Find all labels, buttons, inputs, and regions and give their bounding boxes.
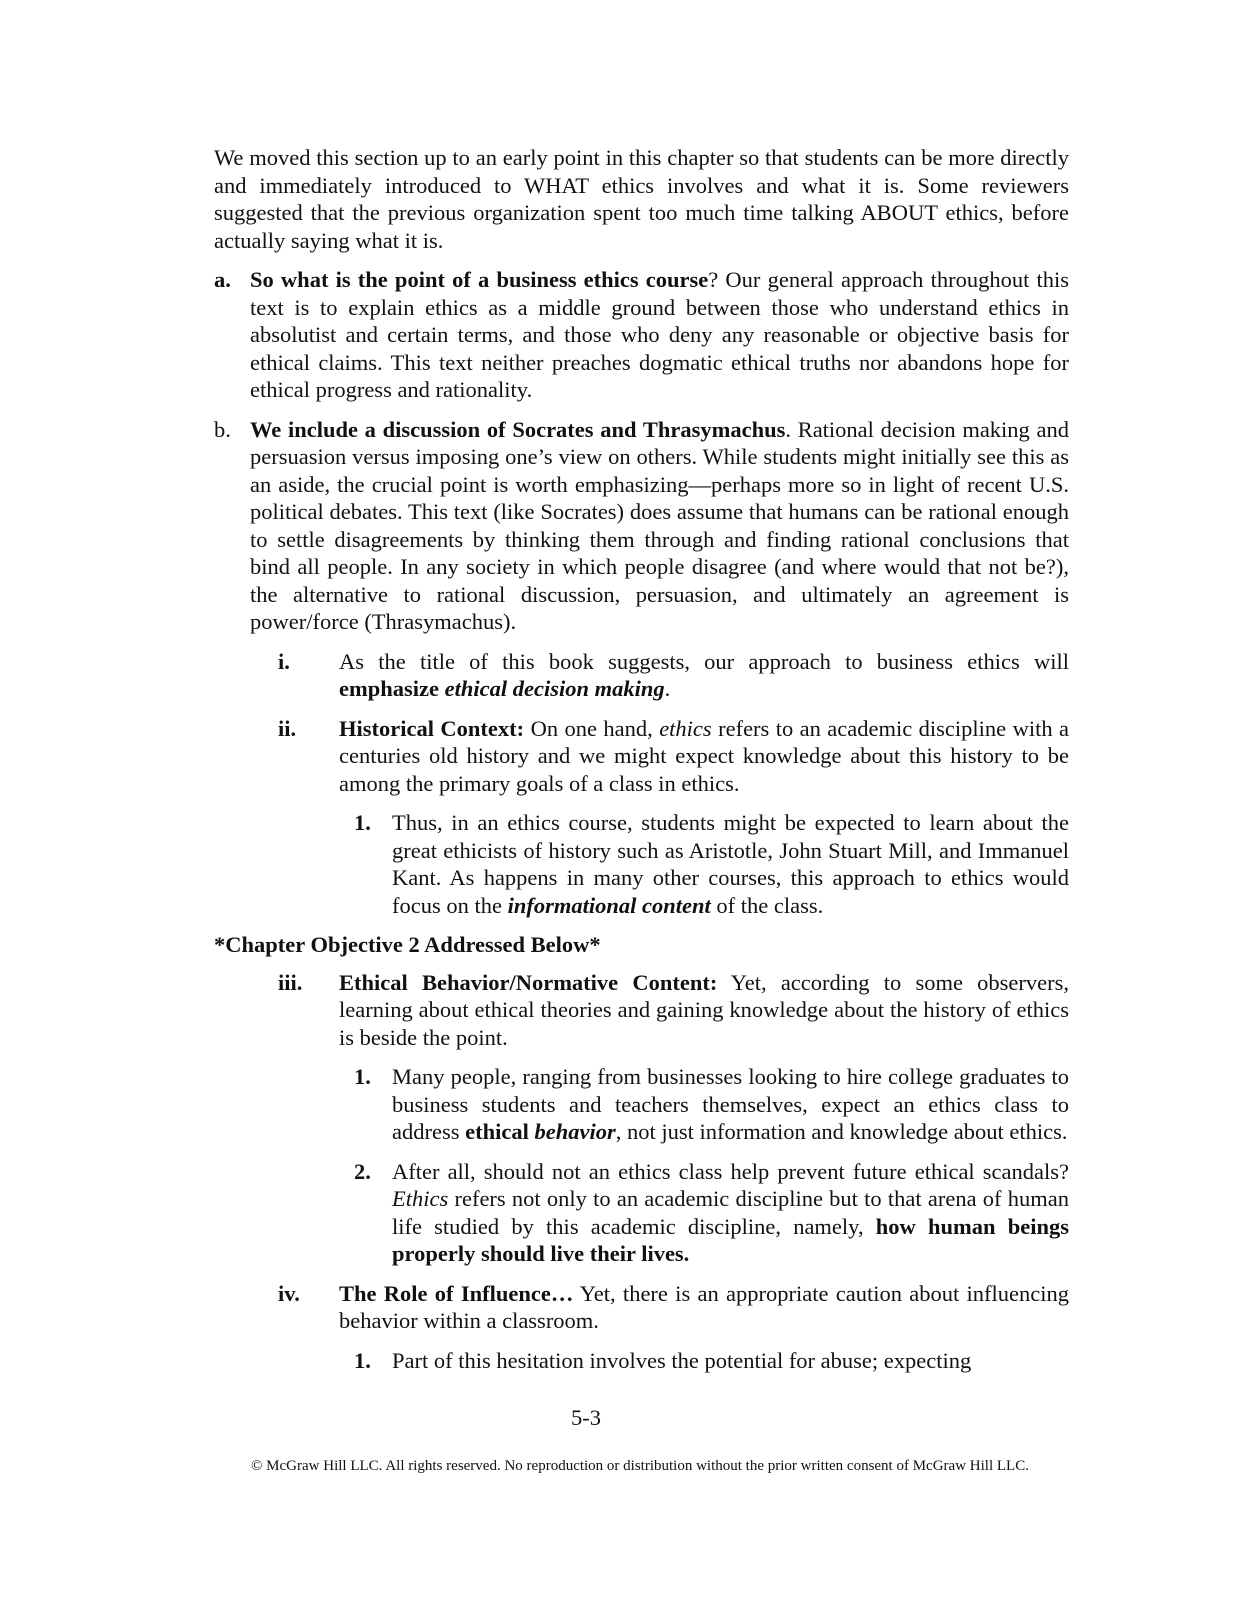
- list-marker: 1.: [354, 810, 371, 835]
- list-item-content: After all, should not an ethics class help prevent future ethical scandals? Ethics refers not only to an academic discipline but to that arena of human life studied by this academic discipline, namely, how human beings properly should live their lives.: [392, 1158, 1069, 1266]
- bold-lead: So what is the point of a business ethics course: [250, 267, 709, 292]
- copyright-footer: © McGraw Hill LLC. All rights reserved. No reproduction or distribution without the prior written consent of McGraw Hill LLC.: [251, 1458, 1029, 1474]
- list-item-content: So what is the point of a business ethics course? Our general approach throughout this text is to explain ethics as a middle ground between those who understand ethics in absolutist and certain terms, and those who deny any reasonable or objective basis for ethical claims. This text neither preaches dogmatic ethical truths nor abandons hope for ethical progress and rationality.: [250, 267, 1069, 402]
- list-item-iii: [278, 969, 1069, 1052]
- list-marker: iv.: [278, 1280, 300, 1306]
- list-item-content: Thus, in an ethics course, students might be expected to learn about the great ethicists of history such as Aristotle, John Stuart Mill, and Immanuel Kant. As happens in many other courses, this approach to ethics would focus on the informational content of the class.: [392, 810, 1069, 918]
- list-item-iii-1: [354, 1063, 1069, 1146]
- list-item-content: Ethical Behavior/Normative Content: Yet, according to some observers, learning about ethical theories and gaining knowledge about the history of ethics is beside the point.: [339, 969, 1069, 1050]
- list-item-content: Part of this hesitation involves the potential for abuse; expecting: [392, 1347, 972, 1373]
- bold-lead: The Role of Influence…: [339, 1280, 574, 1306]
- list-item-b: [214, 416, 1069, 636]
- list-item-i: [278, 648, 1069, 703]
- bold-lead: Ethical Behavior/Normative Content:: [339, 969, 718, 995]
- list-marker: i.: [278, 648, 290, 674]
- list-item-content: We include a discussion of Socrates and Thrasymachus. Rational decision making and persuasion versus imposing one’s view on others. While students might initially see this as an aside, the crucial point is worth emphasizing—perhaps more so in light of recent U.S. political debates. This text (like Socrates) does assume that humans can be rational enough to settle disagreements by thinking them through and finding rational conclusions that bind all people. In any society in which people disagree (and where would that not be?), the alternative to rational discussion, persuasion, and ultimately an agreement is power/force (Thrasymachus).: [250, 416, 1069, 634]
- list-item-content: Historical Context: On one hand, ethics refers to an academic discipline with a centuries old history and we might expect knowledge about this history to be among the primary goals of a class in ethics.: [339, 715, 1069, 796]
- list-item-content: The Role of Influence… Yet, there is an appropriate caution about influencing behavior within a classroom.: [339, 1280, 1069, 1333]
- bold-lead: We include a discussion of Socrates and Thrasymachus: [250, 416, 786, 442]
- list-marker: 1.: [354, 1347, 371, 1373]
- page-body: [214, 144, 1069, 1386]
- list-item-ii-1: [354, 809, 1069, 919]
- list-item-content: As the title of this book suggests, our approach to business ethics will emphasize ethical decision making.: [339, 648, 1069, 701]
- list-item-iv: [278, 1280, 1069, 1335]
- list-item-ii: [278, 715, 1069, 798]
- list-marker: iii.: [278, 969, 303, 995]
- bold-lead: Historical Context:: [339, 715, 525, 741]
- chapter-objective-heading: *Chapter Objective 2 Addressed Below*: [214, 932, 601, 957]
- intro-paragraph: We moved this section up to an early point in this chapter so that students can be more directly and immediately introduced to WHAT ethics involves and what it is. Some reviewers suggested that the previous organization spent too much time talking ABOUT ethics, before actually saying what it is.: [214, 145, 1069, 253]
- list-item-a: [214, 266, 1069, 404]
- page-number: 5-3: [571, 1405, 601, 1430]
- list-item-content: Many people, ranging from businesses looking to hire college graduates to business students and teachers themselves, expect an ethics class to address ethical behavior, not just information and knowledge about ethics.: [392, 1064, 1069, 1144]
- list-item-iv-1: [354, 1347, 1069, 1375]
- list-item-iii-2: [354, 1158, 1069, 1268]
- list-marker: b.: [214, 416, 231, 442]
- list-marker: 1.: [354, 1064, 371, 1089]
- list-marker: 2.: [354, 1158, 371, 1184]
- list-marker: ii.: [278, 715, 297, 741]
- list-marker: a.: [214, 267, 231, 292]
